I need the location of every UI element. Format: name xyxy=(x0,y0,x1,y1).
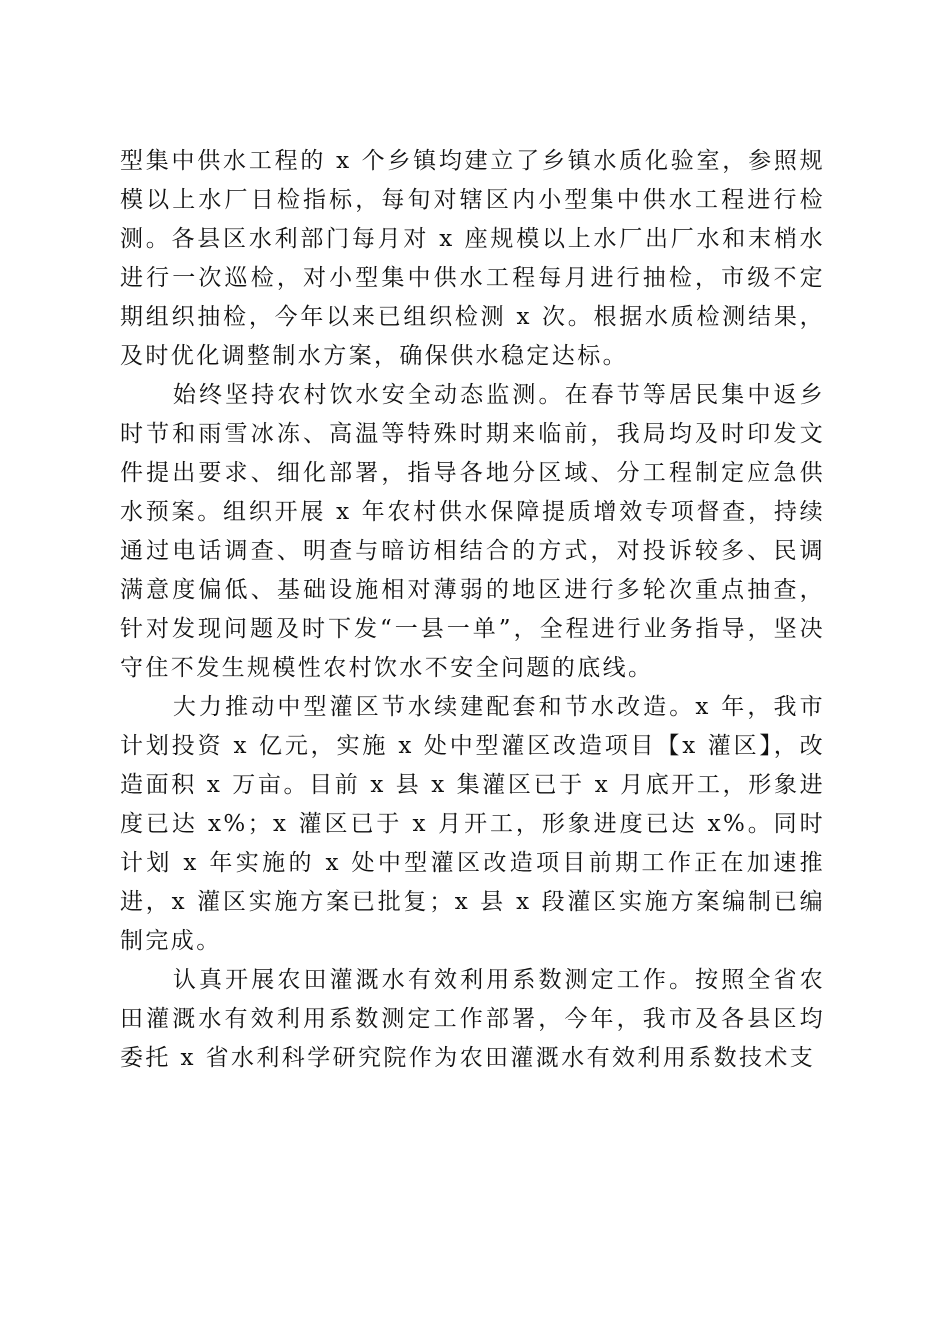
paragraph-dynamic-monitoring: 始终坚持农村饮水安全动态监测。在春节等居民集中返乡时节和雨雪冰冻、高温等特殊时期来临前，我局均及时印发文件提出要求、细化部署，指导各地分区域、分工程制定应急供水预案。组织开展 x 年农村供水保障提质增效专项督查，持续通过电话调查、明查与暗访相结合的方式，对投诉较多、民调满意度偏低、基础设施相对薄弱的地区进行多轮次重点抽查，针对发现问题及时下发“一县一单”，全程进行业务指导，坚决守住不发生规模性农村饮水不安全问题的底线。 xyxy=(120,382,825,681)
paragraph-irrigation-coefficient: 认真开展农田灌溉水有效利用系数测定工作。按照全省农田灌溉水有效利用系数测定工作部署，今年，我市及各县区均委托 x 省水利科学研究院作为农田灌溉水有效利用系数技术支 xyxy=(120,967,825,1071)
paragraph-irrigation-renovation: 大力推动中型灌区节水续建配套和节水改造。x 年，我市计划投资 x 亿元，实施 x 处中型灌区改造项目【x 灌区】，改造面积 x 万亩。目前 x 县 x 集灌区已于 x 月底开工，形象进度已达 x%；x 灌区已于 x 月开工，形象进度已达 x%。同时计划 x 年实施的 x 处中型灌区改造项目前期工作正在加速推进，x 灌区实施方案已批复；x 县 x 段灌区实施方案编制已编制完成。 xyxy=(120,694,825,954)
document-body xyxy=(120,142,825,1078)
paragraph-water-quality-testing: 型集中供水工程的 x 个乡镇均建立了乡镇水质化验室，参照规模以上水厂日检指标，每旬对辖区内小型集中供水工程进行检测。各县区水利部门每月对 x 座规模以上水厂出厂水和末梢水进行一次巡检，对小型集中供水工程每月进行抽检，市级不定期组织抽检，今年以来已组织检测 x 次。根据水质检测结果，及时优化调整制水方案，确保供水稳定达标。 xyxy=(120,148,825,369)
